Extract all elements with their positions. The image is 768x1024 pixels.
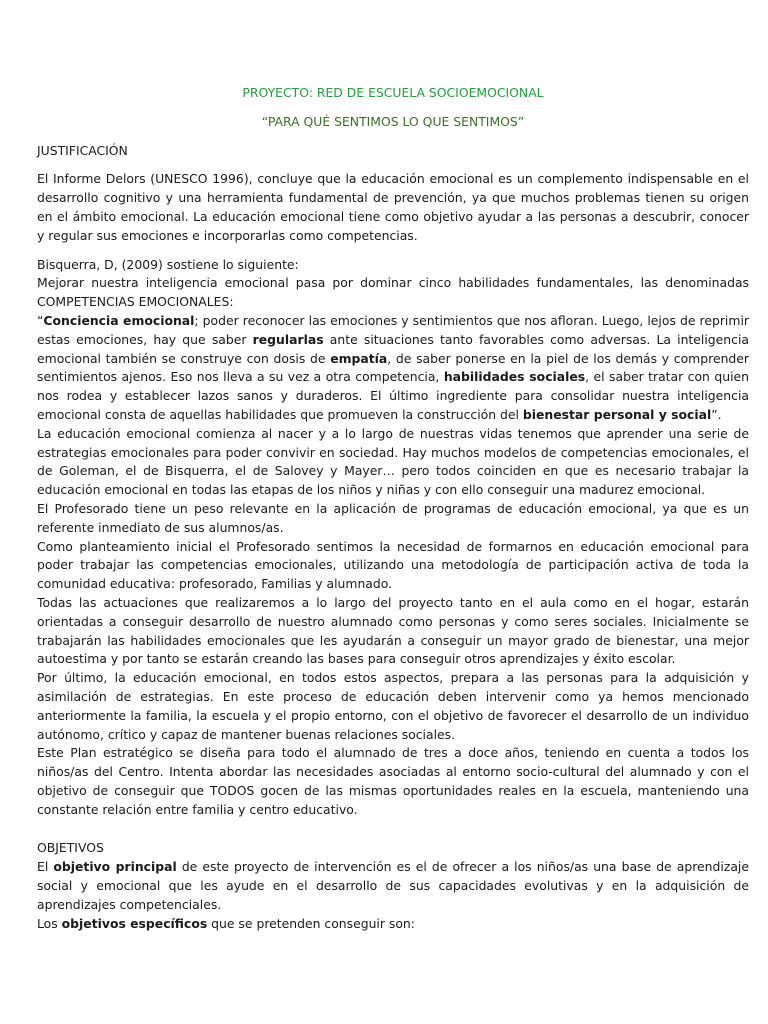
paragraph-profesorado: El Profesorado tiene un peso relevante en la aplicación de programas de educación emocional, ya que es un referente inmediato de sus alumnos/as. [37,500,749,535]
bold-empatia: empatía [330,350,388,366]
paragraph-specific-objectives [37,915,749,934]
justification-heading: JUSTIFICACIÓN [37,142,128,158]
quote-text-1: ; poder reconocer las emociones y sentimientos que nos afloran. Luego, lejos de reprimir estas emociones, hay que saber [37,312,749,347]
paragraph-bisquerra-intro: Bisquerra, D, (2009) sostiene lo siguiente: [37,256,299,272]
bold-regularlas: regularlas [252,331,324,347]
paragraph-delors: El Informe Delors (UNESCO 1996), concluye que la educación emocional es un complemento indispensable en el desarrollo cognitivo y una herramienta fundamental de prevención, ya que muchos problemas tienen su origen en el ámbito emocional. La educación emocional tiene como objetivo ayudar a las personas a descubrir, conocer y regular sus emociones e incorporarlas como competencias. [37,171,749,243]
paragraph-planteamiento: Como planteamiento inicial el Profesorado sentimos la necesidad de formarnos en educación emocional para poder trabajar las competencias emocionales, utilizando una metodología de participación activa de toda la comunidad educativa: profesorado, Familias y alumnado. [37,538,749,592]
paragraph-ultimo: Por último, la educación emocional, en todos estos aspectos, prepara a las personas para la adquisición y asimilación de estrategias. En este proceso de educación deben intervenir como ya hemos mencionado anteriormente la familia, la escuela y el propio entorno, con el objetivo de favorecer el desarrollo de un individuo autónomo, crítico y capaz de mantener buenas relaciones sociales. [37,670,749,742]
project-title: PROYECTO: RED DE ESCUELA SOCIOEMOCIONAL [242,85,544,100]
quote-text-2: ante situaciones tanto favorables como adversas. La inteligencia emocional también se construye con dosis de [37,331,749,366]
paragraph-quote [37,312,749,425]
quote-text-4: , el saber tratar con quien nos rodea y establecer lazos sanos y duraderos. El último ingrediente para consolidar nuestra inteligencia emocional consta de aquellas habilidades que promueven la construcción del [37,369,749,422]
paragraph-objectives [37,858,749,914]
objectives-heading: OBJETIVOS [37,840,104,856]
bold-objetivos-especificos: objetivos específicos [61,915,208,931]
quote-open: “ [37,312,44,328]
project-subtitle: “PARA QUÉ SENTIMOS LO QUE SENTIMOS” [261,113,525,129]
bold-habilidades: habilidades sociales [443,369,586,385]
bold-bienestar: bienestar personal y social [522,406,712,422]
bold-objetivo-principal: objetivo principal [53,859,177,875]
paragraph-educacion: La educación emocional comienza al nacer y a lo largo de nuestras vidas tenemos que aprender una serie de estrategias emocionales para poder convivir en sociedad. Hay muchos modelos de competencias emocionales, el de Goleman, el de Bisquerra, el de Salovey y Mayer… pero todos coinciden en que es necesario trabajar la educación emocional en todas las etapas de los niños y niñas y con ello conseguir una madurez emocional. [37,425,749,498]
document-page [37,84,749,933]
paragraph-mejorar: Mejorar nuestra inteligencia emocional pasa por dominar cinco habilidades fundamentales, las denominadas COMPETENCIAS EMOCIONALES: [37,275,749,310]
quote-text-3: , de saber ponerse en la piel de los demás y comprender sentimientos ajenos. Eso nos lleva a su vez a otra competencia, [37,350,749,385]
objectives-text-1: El [37,859,54,875]
bold-conciencia: Conciencia emocional [43,312,195,328]
paragraph-actuaciones: Todas las actuaciones que realizaremos a lo largo del proyecto tanto en el aula como en el hogar, estarán orientadas a conseguir desarrollo de nuestro alumnado como personas y como seres sociales. Inicialmente se trabajarán las habilidades emocionales que les ayudarán a conseguir un mayor grado de bienestar, una mejor autoestima y por tanto se estarán creando las bases para conseguir otros aprendizajes y éxito escolar. [37,594,749,667]
paragraph-plan: Este Plan estratégico se diseña para todo el alumnado de tres a doce años, teniendo en cuenta a todos los niños/as del Centro. Intenta abordar las necesidades asociadas al entorno socio-cultural del alumnado y con el objetivo de conseguir que TODOS gocen de las mismas oportunidades reales en la escuela, manteniendo una constante relación entre familia y centro educativo. [37,745,749,817]
objectives-text-3: Los [37,915,62,931]
objectives-text-4: que se pretenden conseguir son: [207,915,415,931]
quote-close: ”. [711,406,722,422]
objectives-text-2: de este proyecto de intervención es el de ofrecer a los niños/as una base de aprendizaje social y emocional que les ayude en el desarrollo de sus capacidades evolutivas y en la adquisición de aprendizajes competenciales. [37,859,749,912]
